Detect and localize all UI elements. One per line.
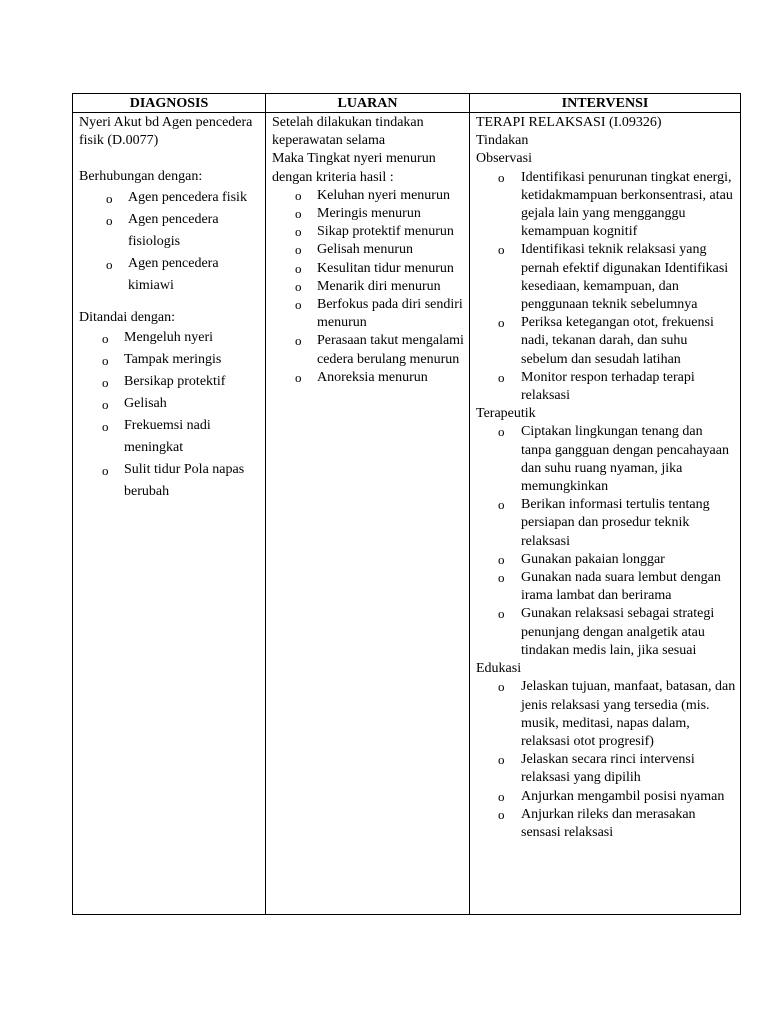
list-item	[476, 678, 736, 751]
list-item-text: Agen pencedera kimiawi	[128, 255, 219, 293]
list-item	[272, 332, 465, 368]
observasi-list	[476, 169, 736, 406]
bullet-icon: o	[498, 679, 505, 695]
terapeutik-list	[476, 423, 736, 660]
header-diagnosis: DIAGNOSIS	[73, 94, 266, 113]
list-item	[272, 241, 465, 259]
bullet-icon: o	[295, 224, 302, 240]
bullet-icon: o	[498, 551, 505, 567]
list-item	[476, 788, 736, 806]
related-list	[79, 187, 261, 297]
list-item	[476, 241, 736, 314]
list-item	[476, 314, 736, 369]
list-item-text: Periksa ketegangan otot, frekuensi nadi, tekanan darah, dan suhu sebelum dan sesudah latihan	[521, 315, 714, 367]
list-item	[476, 751, 736, 787]
list-item-text: Tampak meringis	[124, 351, 222, 367]
list-item-text: Gunakan pakaian longgar	[521, 551, 665, 567]
list-item-text: Perasaan takut mengalami cedera berulang menurun	[317, 333, 464, 367]
bullet-icon: o	[295, 278, 302, 294]
list-item-text: Anjurkan mengambil posisi nyaman	[521, 788, 725, 804]
intervensi-title: TERAPI RELAKSASI (I.09326)	[476, 115, 662, 130]
bullet-icon: o	[106, 256, 113, 272]
bullet-icon: o	[295, 369, 302, 385]
bullet-icon: o	[498, 752, 505, 768]
bullet-icon: o	[295, 206, 302, 222]
list-item-text: Menarik diri menurun	[317, 278, 441, 294]
list-item	[79, 371, 261, 393]
list-item-text: Jelaskan secara rinci intervensi relaksasi yang dipilih	[521, 752, 695, 786]
bullet-icon: o	[295, 242, 302, 258]
bullet-icon: o	[498, 788, 505, 804]
list-item	[79, 187, 261, 209]
signs-list	[79, 327, 261, 503]
list-item-text: Gelisah	[124, 395, 167, 411]
edukasi-label: Edukasi	[476, 661, 522, 677]
list-item-text: Anjurkan rileks dan merasakan sensasi relaksasi	[521, 806, 696, 840]
edukasi-list	[476, 678, 736, 842]
header-luaran: LUARAN	[266, 94, 470, 113]
bullet-icon: o	[102, 418, 109, 434]
bullet-icon: o	[295, 187, 302, 203]
bullet-icon: o	[498, 315, 505, 331]
luaran-intro-2: Maka Tingkat nyeri menurun dengan kriteria hasil :	[272, 151, 436, 185]
list-item-text: Agen pencedera fisiologis	[128, 211, 219, 249]
list-item-text: Berikan informasi tertulis tentang persiapan dan prosedur teknik relaksasi	[521, 497, 710, 549]
list-item-text: Berfokus pada diri sendiri menurun	[317, 297, 463, 331]
list-item	[476, 551, 736, 569]
list-item	[272, 278, 465, 296]
bullet-icon: o	[498, 497, 505, 513]
list-item	[476, 169, 736, 242]
list-item-text: Identifikasi penurunan tingkat energi, ketidakmampuan berkonsentrasi, atau gejala lain yang mengganggu kemampuan kognitif	[521, 169, 733, 240]
list-item-text: Jelaskan tujuan, manfaat, batasan, dan jenis relaksasi yang tersedia (mis. musik, meditasi, napas dalam, relaksasi otot progresif)	[521, 679, 736, 749]
bullet-icon: o	[102, 330, 109, 346]
list-item-text: Meringis menurun	[317, 206, 421, 222]
list-item	[476, 605, 736, 660]
list-item-text: Gelisah menurun	[317, 242, 414, 258]
list-item	[79, 349, 261, 371]
diagnosis-cell	[73, 113, 266, 915]
bullet-icon: o	[102, 374, 109, 390]
luaran-cell	[266, 113, 470, 915]
luaran-intro-1: Setelah dilakukan tindakan keperawatan selama	[272, 115, 424, 149]
list-item-text: Gunakan relaksasi sebagai strategi penunjang dengan analgetik atau tindakan medis lain, jika sesuai	[521, 606, 715, 658]
bullet-icon: o	[498, 242, 505, 258]
bullet-icon: o	[295, 333, 302, 349]
list-item-text: Anoreksia menurun	[317, 369, 428, 385]
list-item	[79, 459, 261, 503]
bullet-icon: o	[498, 806, 505, 822]
list-item	[476, 496, 736, 551]
bullet-icon: o	[102, 352, 109, 368]
list-item-text: Gunakan nada suara lembut dengan irama lambat dan berirama	[521, 570, 721, 604]
list-item-text: Keluhan nyeri menurun	[317, 187, 450, 203]
list-item-text: Ciptakan lingkungan tenang dan tanpa gangguan dengan pencahayaan dan suhu ruang nyaman, jika memungkinkan	[521, 424, 729, 495]
list-item	[79, 393, 261, 415]
bullet-icon: o	[498, 570, 505, 586]
bullet-icon: o	[498, 369, 505, 385]
list-item	[476, 423, 736, 496]
signs-label: Ditandai dengan:	[79, 309, 176, 325]
list-item-text: Bersikap protektif	[124, 373, 226, 389]
observasi-label: Observasi	[476, 151, 532, 167]
list-item	[272, 369, 465, 387]
bullet-icon: o	[498, 606, 505, 622]
terapeutik-label: Terapeutik	[476, 406, 536, 422]
list-item	[79, 209, 261, 253]
list-item	[272, 260, 465, 278]
intervensi-cell	[470, 113, 741, 915]
list-item-text: Identifikasi teknik relaksasi yang pernah efektif digunakan Identifikasi kesediaan, kemampuan, dan penggunaan teknik sebelumnya	[521, 242, 729, 313]
bullet-icon: o	[102, 462, 109, 478]
list-item	[79, 327, 261, 349]
list-item	[272, 223, 465, 241]
related-label: Berhubungan dengan:	[79, 169, 203, 185]
bullet-icon: o	[295, 297, 302, 313]
list-item-text: Agen pencedera fisik	[128, 189, 247, 205]
table-header-row	[73, 94, 741, 113]
criteria-list	[272, 187, 465, 387]
list-item	[476, 369, 736, 405]
list-item	[79, 415, 261, 459]
list-item	[272, 296, 465, 332]
bullet-icon: o	[106, 190, 113, 206]
bullet-icon: o	[295, 260, 302, 276]
list-item-text: Frekuemsi nadi meningkat	[124, 417, 211, 455]
list-item-text: Sikap protektif menurun	[317, 224, 454, 240]
bullet-icon: o	[102, 396, 109, 412]
list-item	[272, 187, 465, 205]
list-item	[79, 253, 261, 297]
tindakan-label: Tindakan	[476, 133, 529, 149]
list-item-text: Monitor respon terhadap terapi relaksasi	[521, 369, 695, 404]
bullet-icon: o	[498, 424, 505, 440]
list-item-text: Mengeluh nyeri	[124, 329, 214, 345]
diagnosis-title: Nyeri Akut bd Agen pencedera fisik (D.0077)	[79, 115, 253, 149]
nursing-care-plan-table	[72, 93, 741, 915]
table-body-row	[73, 113, 741, 915]
bullet-icon: o	[498, 169, 505, 185]
list-item	[272, 205, 465, 223]
list-item	[476, 806, 736, 842]
list-item-text: Sulit tidur Pola napas berubah	[124, 461, 245, 499]
bullet-icon: o	[106, 212, 113, 228]
header-intervensi: INTERVENSI	[470, 94, 741, 113]
list-item	[476, 569, 736, 605]
list-item-text: Kesulitan tidur menurun	[317, 260, 454, 276]
